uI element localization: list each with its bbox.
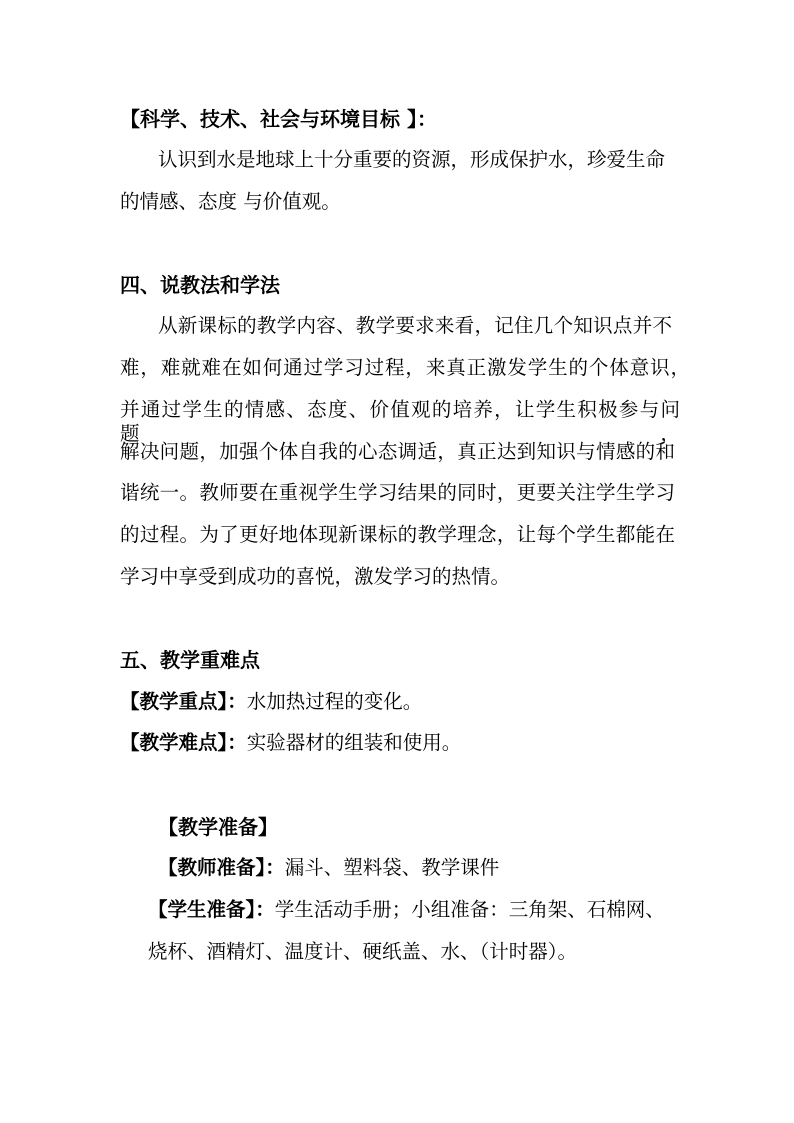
science-goal-line-2: 的情感、态度 与价值观。: [120, 190, 341, 213]
difficult-point-text: 实验器材的组装和使用。: [246, 731, 462, 754]
methods-paragraph-line-1: 从新课标的教学内容、教学要求来看，记住几个知识点并不: [158, 314, 672, 337]
methods-paragraph-line-2: 难，难就难在如何通过学习过程，来真正激发学生的个体意识，: [120, 356, 690, 379]
teacher-preparation-text: 漏斗、塑料袋、教学课件: [284, 856, 500, 879]
student-preparation-label: 【学生准备】：: [148, 898, 275, 921]
methods-paragraph-line-4: 解决问题，加强个体自我的心态调适，真正达到知识与情感的和: [120, 440, 675, 463]
methods-heading: 四、说教法和学法: [120, 273, 280, 297]
preparation-heading: 【教学准备】: [158, 815, 278, 839]
student-preparation-text-1: 学生活动手册；小组准备：三角架、石棉网、: [274, 898, 665, 921]
key-points-heading: 五、教学重难点: [120, 648, 260, 672]
methods-paragraph-line-7: 学习中享受到成功的喜悦，激发学习的热情。: [120, 565, 511, 588]
key-point-row: [120, 690, 422, 714]
key-point-label: 【教学重点】：: [120, 690, 247, 713]
methods-paragraph-line-5: 谐统一。教师要在重视学生学习结果的同时，更要关注学生学习: [120, 481, 675, 504]
teacher-preparation-row: [158, 856, 499, 880]
key-point-text: 水加热过程的变化。: [246, 690, 423, 713]
teacher-preparation-label: 【教师准备】：: [158, 856, 285, 879]
student-preparation-text-2: 烧杯、酒精灯、温度计、硬纸盖、水、（计时器）。: [148, 940, 578, 963]
science-goal-heading: 【科学、技术、社会与环境目标 】：: [120, 107, 437, 131]
science-goal-line-1: 认识到水是地球上十分重要的资源，形成保护水，珍爱生命: [158, 148, 666, 171]
student-preparation-row: [148, 898, 665, 922]
difficult-point-label: 【教学难点】：: [120, 731, 247, 754]
methods-paragraph-line-6: 的过程。为了更好地体现新课标的教学理念，让每个学生都能在: [120, 523, 675, 546]
methods-paragraph-line-3: 并通过学生的情感、态度、价值观的培养，让学生积极参与问题，: [120, 398, 680, 445]
difficult-point-row: [120, 731, 461, 755]
